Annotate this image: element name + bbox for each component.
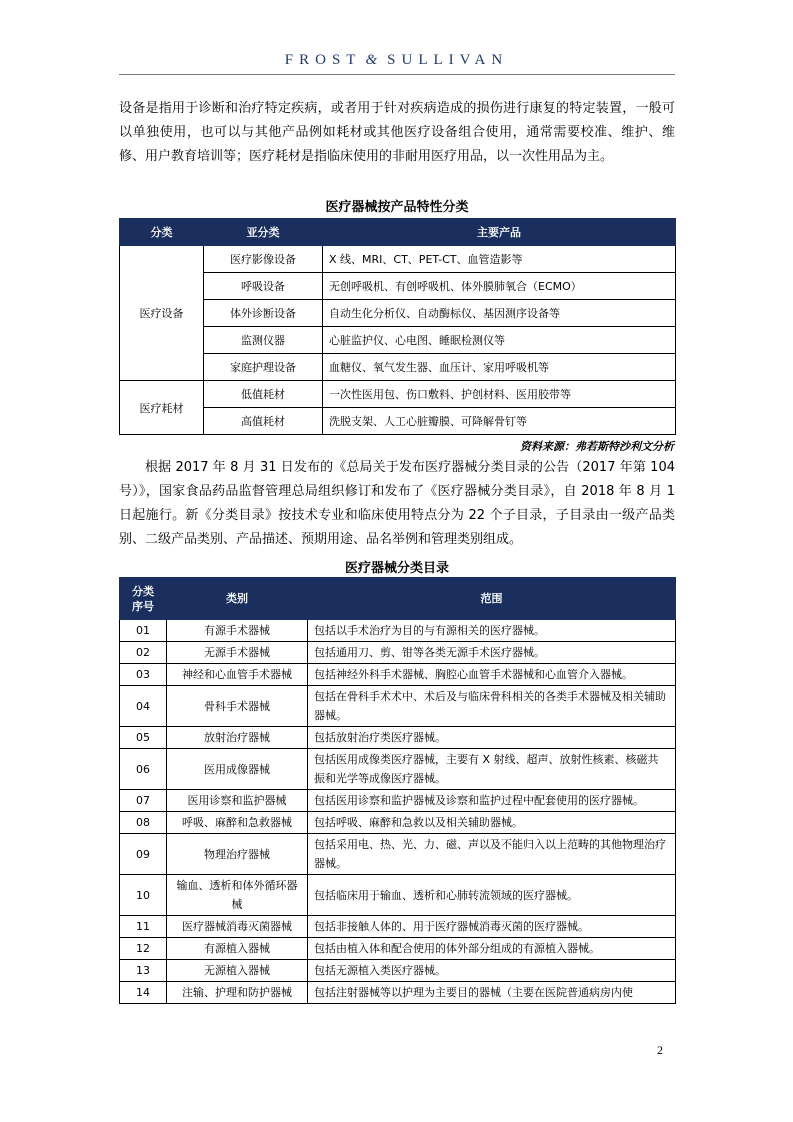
subcategory-cell: 呼吸设备 (204, 273, 323, 300)
scope-cell: 包括呼吸、麻醉和急救以及相关辅助器械。 (308, 812, 676, 834)
table-row (120, 938, 676, 960)
products-cell: 洗脱支架、人工心脏瓣膜、可降解骨钉等 (323, 408, 676, 435)
scope-cell: 包括临床用于输血、透析和心肺转流领域的医疗器械。 (308, 875, 676, 916)
scope-cell: 包括通用刀、剪、钳等各类无源手术医疗器械。 (308, 642, 676, 664)
page-number: 2 (657, 1043, 663, 1057)
scope-cell: 包括神经外科手术器械、胸腔心血管手术器械和心血管介入器械。 (308, 664, 676, 686)
table-row (120, 300, 676, 327)
table-row (120, 354, 676, 381)
serial-no-cell: 05 (120, 727, 167, 749)
type-cell: 神经和心血管手术器械 (167, 664, 308, 686)
type-cell: 医用成像器械 (167, 749, 308, 790)
table-row (120, 381, 676, 408)
brand-right: SULLIVAN (387, 52, 509, 68)
subcategory-cell: 监测仪器 (204, 327, 323, 354)
header-subcategory: 亚分类 (204, 219, 323, 246)
table-row (120, 727, 676, 749)
classification-catalog-table (119, 577, 676, 1004)
serial-no-cell: 01 (120, 620, 167, 642)
products-cell: 自动生化分析仪、自动酶标仪、基因测序设备等 (323, 300, 676, 327)
serial-no-cell: 07 (120, 790, 167, 812)
source-note: 资料来源：弗若斯特沙利文分析 (520, 440, 674, 453)
table1-header-row (120, 219, 676, 246)
header-scope: 范围 (308, 578, 676, 620)
type-cell: 注输、护理和防护器械 (167, 982, 308, 1004)
products-cell: 无创呼吸机、有创呼吸机、体外膜肺氧合（ECMO） (323, 273, 676, 300)
products-cell: 血糖仪、氧气发生器、血压计、家用呼吸机等 (323, 354, 676, 381)
serial-no-cell: 11 (120, 916, 167, 938)
serial-no-cell: 02 (120, 642, 167, 664)
header-serial-line1: 分类 (132, 584, 154, 598)
table-row (120, 246, 676, 273)
serial-no-cell: 14 (120, 982, 167, 1004)
type-cell: 有源植入器械 (167, 938, 308, 960)
scope-cell: 包括医用成像类医疗器械，主要有 X 射线、超声、放射性核素、核磁共振和光学等成像医疗器械。 (308, 749, 676, 790)
scope-cell: 包括在骨科手术术中、术后及与临床骨科相关的各类手术器械及相关辅助器械。 (308, 686, 676, 727)
scope-cell: 包括非接触人体的、用于医疗器械消毒灭菌的医疗器械。 (308, 916, 676, 938)
type-cell: 放射治疗器械 (167, 727, 308, 749)
header-serial-line2: 序号 (132, 599, 154, 613)
serial-no-cell: 04 (120, 686, 167, 727)
scope-cell: 包括由植入体和配合使用的体外部分组成的有源植入器械。 (308, 938, 676, 960)
brand-left: FROST (284, 52, 362, 68)
header-products: 主要产品 (323, 219, 676, 246)
table-row (120, 642, 676, 664)
table1-title: 医疗器械按产品特性分类 (325, 200, 469, 215)
type-cell: 骨科手术器械 (167, 686, 308, 727)
product-characteristics-table (119, 218, 676, 435)
serial-no-cell: 06 (120, 749, 167, 790)
serial-no-cell: 03 (120, 664, 167, 686)
table-row (120, 875, 676, 916)
scope-cell: 包括医用诊察和监护器械及诊察和监护过程中配套使用的医疗器械。 (308, 790, 676, 812)
table-row (120, 327, 676, 354)
header-serial-no (120, 578, 167, 620)
scope-cell: 包括采用电、热、光、力、磁、声以及不能归入以上范畴的其他物理治疗器械。 (308, 834, 676, 875)
serial-no-cell: 09 (120, 834, 167, 875)
scope-cell: 包括注射器械等以护理为主要目的器械（主要在医院普通病房内使 (308, 982, 676, 1004)
category-cell: 医疗设备 (120, 246, 204, 381)
header-type: 类别 (167, 578, 308, 620)
category-cell: 医疗耗材 (120, 381, 204, 435)
products-cell: 心脏监护仪、心电图、睡眠检测仪等 (323, 327, 676, 354)
type-cell: 医疗器械消毒灭菌器械 (167, 916, 308, 938)
table-row (120, 982, 676, 1004)
type-cell: 物理治疗器械 (167, 834, 308, 875)
frost-sullivan-logo (0, 52, 793, 69)
type-cell: 无源植入器械 (167, 960, 308, 982)
type-cell: 呼吸、麻醉和急救器械 (167, 812, 308, 834)
scope-cell: 包括无源植入类医疗器械。 (308, 960, 676, 982)
subcategory-cell: 体外诊断设备 (204, 300, 323, 327)
subcategory-cell: 高值耗材 (204, 408, 323, 435)
products-cell: 一次性医用包、伤口敷料、护创材料、医用胶带等 (323, 381, 676, 408)
type-cell: 无源手术器械 (167, 642, 308, 664)
type-cell: 输血、透析和体外循环器械 (167, 875, 308, 916)
brand-ampersand: & (365, 52, 378, 68)
subcategory-cell: 家庭护理设备 (204, 354, 323, 381)
table2-title: 医疗器械分类目录 (344, 561, 449, 576)
table-row (120, 273, 676, 300)
serial-no-cell: 10 (120, 875, 167, 916)
header-category: 分类 (120, 219, 204, 246)
serial-no-cell: 08 (120, 812, 167, 834)
table-row (120, 686, 676, 727)
body-paragraph: 根据 2017 年 8 月 31 日发布的《总局关于发布医疗器械分类目录的公告（2017 年第 104 号）》，国家食品药品监督管理总局组织修订和发布了《医疗器械分类目录》，自 2018 年 8 月 1 日起施行。新《分类目录》按技术专业和临床使用特点分为 22 个子目录，子目录由一级产品类别、二级产品类别、产品描述、预期用途、品名举例和管理类别组成。 (119, 460, 675, 547)
table2-header-row (120, 578, 676, 620)
table-row (120, 749, 676, 790)
table-row (120, 408, 676, 435)
subcategory-cell: 低值耗材 (204, 381, 323, 408)
serial-no-cell: 13 (120, 960, 167, 982)
subcategory-cell: 医疗影像设备 (204, 246, 323, 273)
type-cell: 有源手术器械 (167, 620, 308, 642)
scope-cell: 包括以手术治疗为目的与有源相关的医疗器械。 (308, 620, 676, 642)
table-row (120, 916, 676, 938)
table-row (120, 620, 676, 642)
products-cell: X 线、MRI、CT、PET-CT、血管造影等 (323, 246, 676, 273)
serial-no-cell: 12 (120, 938, 167, 960)
table-row (120, 812, 676, 834)
intro-paragraph: 设备是指用于诊断和治疗特定疾病，或者用于针对疾病造成的损伤进行康复的特定装置，一般可以单独使用，也可以与其他产品例如耗材或其他医疗设备组合使用，通常需要校准、维护、维修、用户教育培训等；医疗耗材是指临床使用的非耐用医疗用品，以一次性用品为主。 (119, 101, 675, 164)
header-rule (119, 74, 675, 75)
table-row (120, 960, 676, 982)
table-row (120, 834, 676, 875)
table-row (120, 664, 676, 686)
table-row (120, 790, 676, 812)
scope-cell: 包括放射治疗类医疗器械。 (308, 727, 676, 749)
type-cell: 医用诊察和监护器械 (167, 790, 308, 812)
